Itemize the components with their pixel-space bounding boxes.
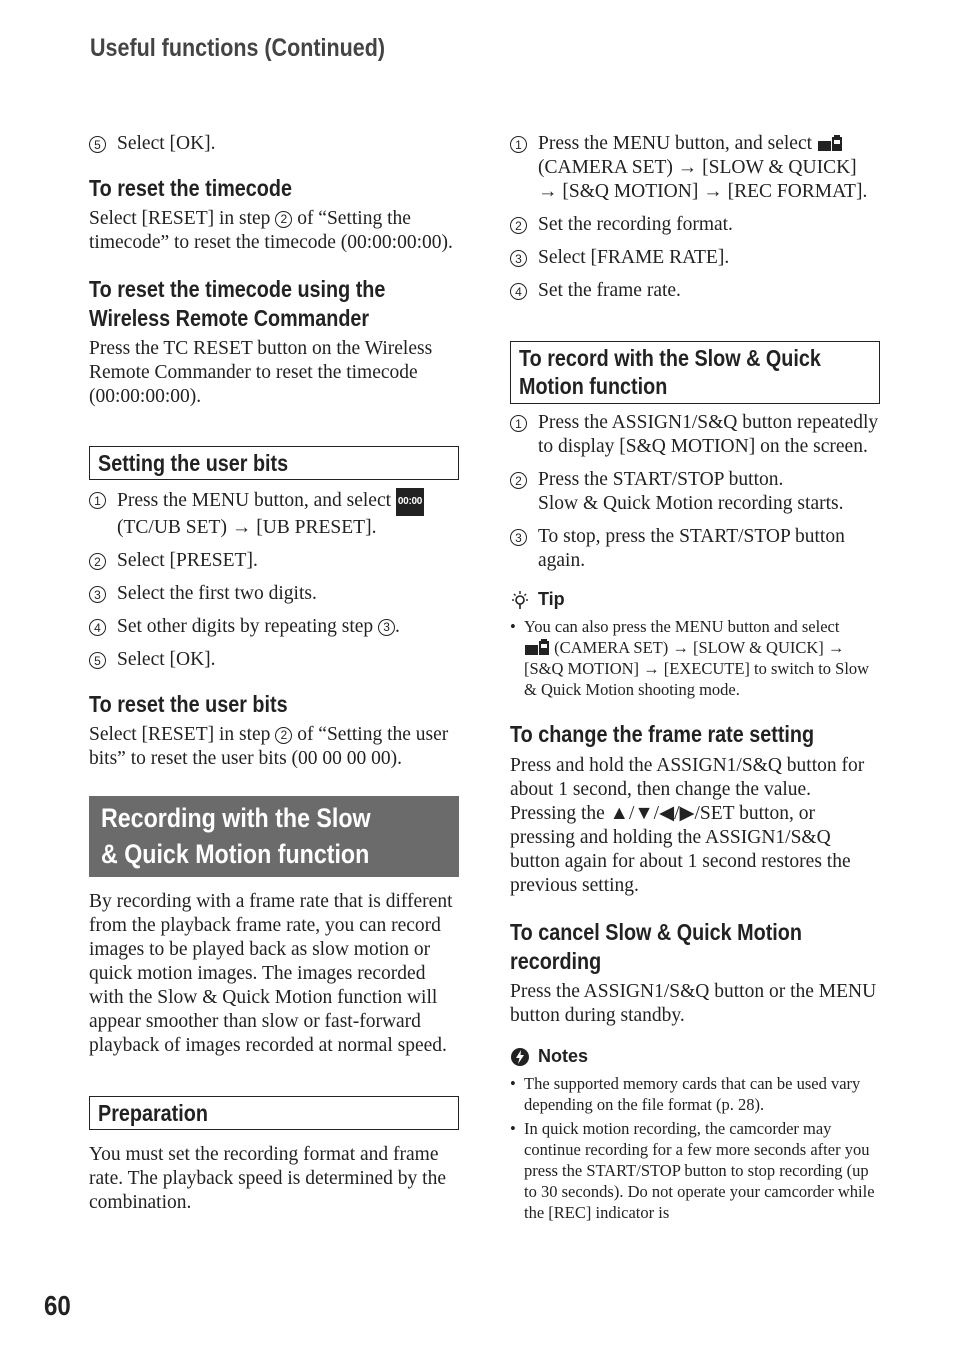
- notes-item-1: • The supported memory cards that can be used vary depending on the file format (p. 28).: [510, 1074, 861, 1114]
- reset-timecode-remote-text: Press the TC RESET button on the Wireless Remote Commander to reset the timecode (00:00:00:00).: [89, 338, 433, 407]
- tip-item: • You can also press the MENU button and select (CAMERA SET) → [SLOW & QUICK] → [S&Q MOTION] → [EXECUTE] to switch to Slow & Quick Motion shooting mode.: [510, 617, 870, 699]
- notes-icon: [510, 1047, 530, 1067]
- prep-step-2: 2 Set the recording format.: [510, 213, 880, 237]
- notes-heading: Notes: [510, 1046, 880, 1067]
- step-ref: 3: [378, 619, 395, 636]
- page-number: 60: [44, 1290, 71, 1321]
- right-column: [510, 128, 880, 1223]
- reset-timecode-text: Select [RESET] in step 2 of “Setting the timecode” to reset the timecode (00:00:00:00).: [89, 208, 453, 253]
- running-header: Useful functions (Continued): [90, 34, 386, 62]
- record-step-3: 3 To stop, press the START/STOP button again.: [510, 525, 880, 573]
- prep-step-1: 1 Press the MENU button, and select (CAMERA SET) → [SLOW & QUICK] → [S&Q MOTION] → [REC FORMAT].: [510, 132, 880, 204]
- prep-step-4: 4 Set the frame rate.: [510, 279, 880, 303]
- section-box-record: To record with the Slow & Quick Motion function: [510, 341, 880, 404]
- prep-step-3: 3 Select [FRAME RATE].: [510, 246, 880, 270]
- change-frame-rate-text: Press and hold the ASSIGN1/S&Q button for about 1 second, then change the value. Pressing the ▲/▼/◀/▶/SET button, or pressing and holding the ASSIGN1/S&Q button again for about 1 second restores the previous setting.: [510, 755, 865, 896]
- user-bits-step-4: 4 Set other digits by repeating step 3 .: [89, 615, 459, 639]
- section-banner-slow-quick: Recording with the Slow & Quick Motion function: [89, 796, 459, 877]
- heading-reset-user-bits: To reset the user bits: [89, 691, 288, 717]
- camera-set-icon: [524, 638, 550, 656]
- user-bits-step-1: 1 Press the MENU button, and select 00:00 (TC/UB SET) → [UB PRESET].: [89, 488, 459, 540]
- heading-reset-timecode-remote: To reset the timecode using the Wireless Remote Commander: [89, 276, 386, 331]
- heading-reset-timecode: To reset the timecode: [89, 175, 292, 201]
- step-ref: 2: [275, 727, 292, 744]
- record-step-2: 2 Press the START/STOP button. Slow & Quick Motion recording starts.: [510, 468, 880, 516]
- left-column: [89, 128, 459, 1215]
- user-bits-step-2: 2 Select [PRESET].: [89, 549, 459, 573]
- tip-heading: Tip: [510, 589, 880, 610]
- preparation-text: You must set the recording format and frame rate. The playback speed is determined by the combination.: [89, 1144, 447, 1213]
- step-number: 5: [89, 136, 106, 153]
- intro-text: By recording with a frame rate that is different from the playback frame rate, you can record images to be played back as slow motion or quick motion images. The images recorded with the Slow & Quick Motion function will appear smoother than slow or fast-forward playback of images recorded at normal speed.: [89, 891, 453, 1056]
- reset-user-bits-text: Select [RESET] in step 2 of “Setting the user bits” to reset the user bits (00 00 00 00).: [89, 724, 449, 769]
- heading-change-frame-rate: To change the frame rate setting: [510, 721, 815, 747]
- step-ref: 2: [275, 211, 292, 228]
- section-box-preparation: Preparation: [89, 1096, 459, 1130]
- heading-cancel-slow-quick: To cancel Slow & Quick Motion recording: [510, 919, 802, 974]
- section-box-user-bits: Setting the user bits: [89, 446, 459, 480]
- cancel-text: Press the ASSIGN1/S&Q button or the MENU button during standby.: [510, 981, 877, 1026]
- lightbulb-icon: [510, 590, 530, 610]
- notes-item-2: • In quick motion recording, the camcorder may continue recording for a few more seconds after you press the START/STOP button to stop recording (up to 30 seconds). Do not operate your camcorder while the [REC] indicator is: [510, 1119, 875, 1222]
- user-bits-step-3: 3 Select the first two digits.: [89, 582, 459, 606]
- step-5-ok: 5 Select [OK].: [89, 132, 459, 156]
- record-step-1: 1 Press the ASSIGN1/S&Q button repeatedly to display [S&Q MOTION] on the screen.: [510, 411, 880, 459]
- user-bits-step-5: 5 Select [OK].: [89, 648, 459, 672]
- camera-set-icon: [817, 134, 843, 152]
- tc-ub-icon: 00:00: [396, 488, 424, 516]
